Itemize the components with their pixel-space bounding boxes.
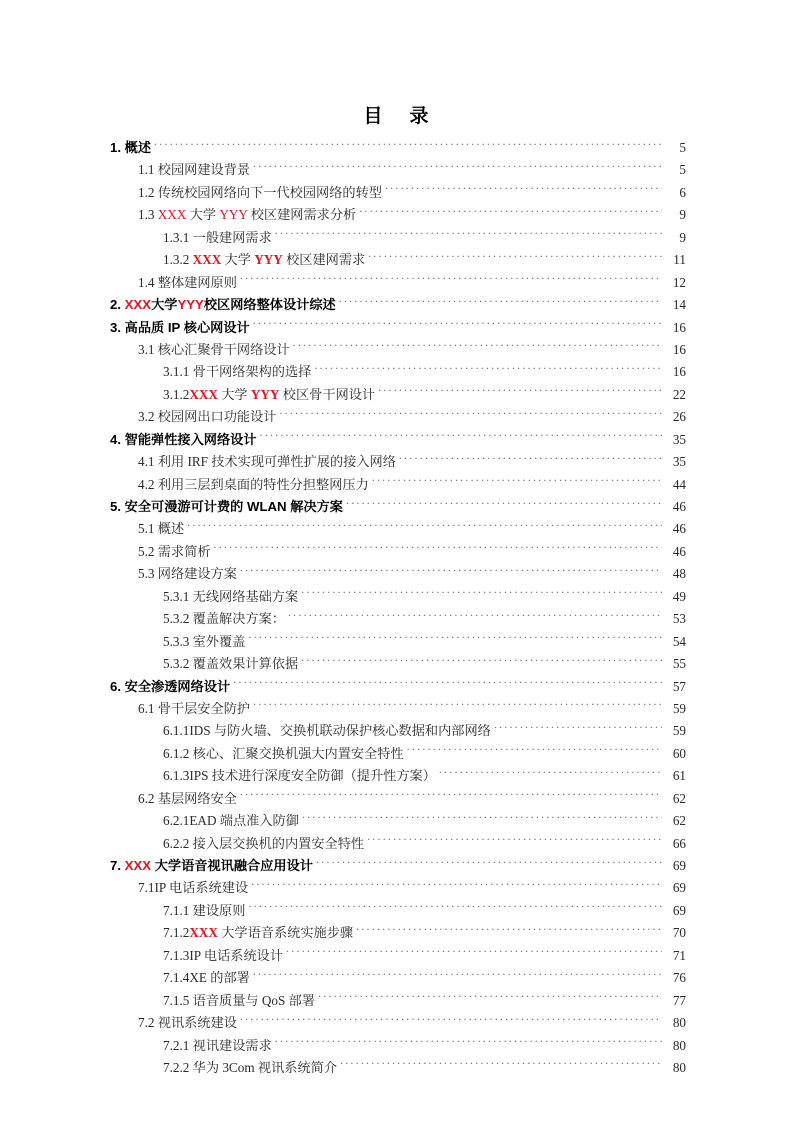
toc-entry-label	[110, 317, 253, 339]
toc-entry-number: 7.1.1	[163, 902, 190, 918]
toc-entry-number: 6.1.2	[163, 745, 190, 761]
toc-leader-dots	[316, 857, 662, 870]
toc-leader-dots	[494, 722, 662, 735]
toc-entry-number: 6.1.3	[163, 768, 190, 784]
toc-entry-text: 网络建设方案	[157, 566, 237, 582]
toc-entry[interactable]	[110, 429, 686, 451]
toc-entry-text: 校区网络整体设计综述	[203, 297, 336, 313]
toc-entry-label	[163, 586, 301, 608]
toc-entry[interactable]	[110, 182, 686, 204]
toc-page-number: 49	[672, 588, 686, 604]
toc-page-number: 59	[672, 700, 686, 716]
toc-leader-dots	[279, 408, 662, 421]
toc-entry-number: 7.1.2	[163, 925, 190, 941]
toc-entry-text: 骨干网络架构的选择	[192, 364, 312, 380]
toc-page-number: 69	[672, 902, 686, 918]
placeholder-token: XXX	[124, 297, 152, 313]
toc-entry-text: 基层网络安全	[157, 790, 237, 806]
toc-page-number: 35	[672, 431, 686, 447]
toc-entry[interactable]	[110, 720, 686, 742]
toc-entry-number: 7.2.1	[163, 1037, 190, 1053]
toc-leader-dots	[253, 700, 662, 713]
toc-entry[interactable]	[110, 743, 686, 765]
toc-page-number: 35	[672, 454, 686, 470]
toc-entry-label	[138, 474, 372, 496]
toc-entry-number: 6.1.1	[163, 723, 190, 739]
toc-entry-text: IP 电话系统设计	[189, 947, 284, 963]
toc-leader-dots	[314, 363, 662, 376]
toc-entry-label	[163, 945, 286, 967]
toc-entry-label	[163, 900, 248, 922]
toc-entry[interactable]	[110, 676, 686, 698]
toc-entry-text: 视讯系统建设	[157, 1015, 237, 1031]
toc-entry[interactable]	[110, 1035, 686, 1057]
toc-entry-text: 大学语音系统实施步骤	[217, 925, 354, 941]
toc-page-number: 69	[672, 880, 686, 896]
toc-leader-dots	[248, 632, 662, 645]
toc-entry[interactable]	[110, 294, 686, 316]
toc-entry-text: 校区建网需求分析	[247, 207, 357, 223]
toc-entry[interactable]	[110, 563, 686, 585]
toc-leader-dots	[439, 767, 662, 780]
toc-entry-label	[163, 1035, 275, 1057]
toc-leader-dots	[286, 947, 662, 960]
placeholder-token: XXX	[157, 207, 187, 223]
toc-leader-dots	[233, 677, 662, 690]
toc-page-number: 6	[679, 184, 686, 200]
toc-leader-dots	[359, 206, 662, 219]
toc-page-number: 62	[672, 790, 686, 806]
toc-page-number: 57	[672, 678, 686, 694]
toc-page-number: 69	[672, 858, 686, 873]
toc-page-number: 62	[672, 813, 686, 829]
toc-entry-label	[163, 631, 248, 653]
toc-entry-label	[138, 406, 279, 428]
toc-entry-number: 7.2	[138, 1015, 155, 1031]
toc-entry-text: 大学	[186, 207, 220, 223]
toc-entry-text: 接入层交换机的内置安全特性	[192, 835, 365, 851]
toc-entry-text: 大学	[221, 252, 255, 268]
toc-entry-number: 7.1	[138, 880, 155, 896]
toc-entry-number: 7.1.4	[163, 970, 190, 986]
toc-entry-text: 校园网建设背景	[157, 162, 251, 178]
toc-leader-dots	[399, 453, 662, 466]
toc-leader-dots	[187, 520, 662, 533]
toc-entry-label	[110, 855, 316, 877]
toc-page-number: 5	[679, 162, 686, 178]
toc-leader-dots	[340, 1059, 662, 1072]
toc-entry[interactable]	[110, 137, 686, 159]
toc-entry-number: 1.2	[138, 184, 155, 200]
toc-entry-number: 3.	[110, 319, 121, 335]
toc-entry-number: 5.3.3	[163, 633, 190, 649]
toc-entry[interactable]	[110, 877, 686, 899]
toc-entry-number: 4.	[110, 431, 121, 447]
toc-entry[interactable]	[110, 833, 686, 855]
toc-entry[interactable]	[110, 855, 686, 877]
toc-title-char-2: 录	[409, 106, 430, 127]
toc-entry-text: 安全可漫游可计费的 WLAN 解决方案	[124, 499, 343, 514]
placeholder-token: XXX	[124, 858, 152, 873]
toc-leader-dots	[346, 498, 662, 511]
toc-entry-text: 覆盖效果计算依据	[192, 656, 299, 672]
toc-entry[interactable]	[110, 474, 686, 496]
toc-page-number: 46	[672, 499, 686, 514]
toc-leader-dots	[385, 184, 662, 197]
toc-entry-text: 骨干层安全防护	[157, 700, 251, 716]
toc-leader-dots	[240, 273, 662, 286]
toc-page-number: 16	[672, 319, 686, 335]
toc-entry-label	[138, 204, 359, 226]
toc-entry-number: 7.1.5	[163, 992, 190, 1008]
toc-entry-number: 5.3	[138, 566, 155, 582]
toc-entry[interactable]	[110, 451, 686, 473]
toc-entry-text: 高品质 IP 核心网设计	[124, 319, 250, 335]
toc-leader-dots	[368, 251, 662, 264]
toc-entry-number: 5.3.1	[163, 588, 190, 604]
toc-page-number: 48	[672, 566, 686, 582]
toc-entry[interactable]	[110, 945, 686, 967]
toc-entry-number: 5.3.2	[163, 611, 190, 627]
toc-entry-text: 语音质量与 QoS 部署	[192, 992, 316, 1008]
toc-entry-label	[138, 339, 293, 361]
toc-entry-label	[110, 137, 154, 159]
toc-leader-dots	[301, 588, 662, 601]
toc-entry-number: 6.1	[138, 700, 155, 716]
toc-leader-dots	[318, 991, 662, 1004]
toc-leader-dots	[253, 318, 662, 331]
toc-entry-text: 智能弹性接入网络设计	[124, 431, 257, 447]
toc-entry[interactable]	[110, 788, 686, 810]
toc-entry-text: 室外覆盖	[192, 633, 246, 649]
toc-leader-dots	[214, 543, 662, 556]
toc-leader-dots	[251, 879, 662, 892]
toc-entry[interactable]	[110, 990, 686, 1012]
toc-entry-number: 3.1.2	[163, 386, 190, 402]
toc-entry-label	[138, 877, 251, 899]
toc-entry-label	[163, 833, 367, 855]
toc-entry-number: 5.	[110, 499, 121, 514]
toc-page-number: 53	[672, 611, 686, 627]
toc-page-number: 12	[672, 274, 686, 290]
toc-entry-number: 1.	[110, 140, 121, 155]
toc-entry-label	[163, 384, 378, 406]
toc-entry-label	[138, 182, 385, 204]
toc-entry[interactable]	[110, 406, 686, 428]
toc-page-number: 55	[672, 656, 686, 672]
toc-leader-dots	[240, 1014, 662, 1027]
toc-entry-label	[138, 788, 240, 810]
toc-page-number: 22	[672, 386, 686, 402]
placeholder-token: XXX	[192, 252, 222, 268]
toc-page-number: 54	[672, 633, 686, 649]
toc-page-number: 46	[672, 521, 686, 537]
toc-leader-dots	[372, 475, 662, 488]
toc-entry-text: 大学语音视讯融合应用设计	[151, 858, 313, 873]
toc-entry[interactable]	[110, 586, 686, 608]
toc-entry-label	[110, 294, 339, 316]
toc-entry-label	[138, 1012, 240, 1034]
toc-page-number: 77	[672, 992, 686, 1008]
toc-leader-dots	[367, 834, 662, 847]
toc-entry-text: 华为 3Com 视讯系统简介	[192, 1059, 338, 1075]
toc-entry-text: 利用 IRF 技术实现可弹性扩展的接入网络	[157, 454, 396, 470]
toc-leader-dots	[301, 655, 662, 668]
toc-entry-text: 核心汇聚骨干网络设计	[157, 341, 290, 357]
toc-entry-label	[110, 496, 346, 518]
toc-entry[interactable]	[110, 317, 686, 339]
toc-entry-label	[110, 676, 233, 698]
toc-entry-label	[163, 653, 301, 675]
toc-entry[interactable]	[110, 249, 686, 271]
toc-page-number: 70	[672, 925, 686, 941]
toc-entry-text: 建设原则	[192, 902, 246, 918]
toc-page-number: 44	[672, 476, 686, 492]
toc-entry[interactable]	[110, 631, 686, 653]
toc-entry[interactable]	[110, 272, 686, 294]
toc-page-number: 80	[672, 1037, 686, 1053]
placeholder-token: YYY	[219, 207, 248, 223]
toc-entry[interactable]	[110, 810, 686, 832]
toc-leader-dots	[154, 139, 662, 152]
toc-entry-text: 大学	[151, 297, 178, 313]
toc-entry-text: EAD 端点准入防御	[189, 813, 299, 829]
toc-entry-text: XE 的部署	[189, 970, 250, 986]
toc-page-number: 9	[679, 207, 686, 223]
placeholder-token: YYY	[177, 297, 204, 313]
toc-entry-label	[163, 743, 407, 765]
toc-entry-number: 3.1	[138, 341, 155, 357]
toc-entry-text: IDS 与防火墙、交换机联动保护核心数据和内部网络	[189, 723, 491, 739]
toc-entry[interactable]	[110, 698, 686, 720]
toc-page-number: 5	[679, 140, 686, 155]
toc-entry-number: 6.	[110, 678, 121, 694]
toc-entry-label	[163, 990, 318, 1012]
toc-entry-label	[138, 518, 187, 540]
toc-page-number: 80	[672, 1015, 686, 1031]
toc-entry-text: 校区建网需求	[282, 252, 366, 268]
toc-entry-label	[163, 922, 356, 944]
toc-entry-number: 3.2	[138, 409, 155, 425]
toc-entry-number: 6.2.2	[163, 835, 190, 851]
toc-entry-label	[163, 765, 439, 787]
toc-entry[interactable]	[110, 518, 686, 540]
toc-leader-dots	[378, 386, 662, 399]
toc-page-number: 46	[672, 543, 686, 559]
toc-entry-number: 6.2	[138, 790, 155, 806]
toc-leader-dots	[275, 1036, 662, 1049]
toc-entry-label	[163, 361, 314, 383]
toc-entry-label	[138, 159, 253, 181]
toc-leader-dots	[293, 341, 662, 354]
toc-entry[interactable]	[110, 967, 686, 989]
toc-entry-number: 2.	[110, 297, 121, 313]
toc-entry[interactable]	[110, 541, 686, 563]
toc-entry[interactable]	[110, 159, 686, 181]
toc-entry-label	[163, 608, 288, 630]
toc-entry-number: 1.3.2	[163, 252, 190, 268]
toc-entry-text: 概述	[157, 521, 185, 537]
toc-entry-number: 5.1	[138, 521, 155, 537]
toc-entry-label	[138, 541, 214, 563]
toc-entry-number: 5.3.2	[163, 656, 190, 672]
toc-entry-number: 1.3.1	[163, 229, 190, 245]
toc-entry-number: 7.	[110, 858, 121, 873]
toc-leader-dots	[302, 812, 662, 825]
toc-leader-dots	[275, 229, 662, 242]
toc-page-number: 80	[672, 1059, 686, 1075]
toc-page-number: 9	[679, 229, 686, 245]
placeholder-token: YYY	[254, 252, 283, 268]
toc-entry-label	[163, 720, 494, 742]
toc-entry-text: 安全渗透网络设计	[124, 678, 231, 694]
toc-entry[interactable]	[110, 653, 686, 675]
toc-entry-label	[110, 429, 260, 451]
toc-entry-text: 校区骨干网设计	[279, 386, 376, 402]
toc-entry[interactable]	[110, 204, 686, 226]
toc-page-number: 16	[672, 341, 686, 357]
toc-page-number: 14	[672, 297, 686, 313]
toc-entry-text: 核心、汇聚交换机强大内置安全特性	[192, 745, 404, 761]
toc-entry-number: 4.2	[138, 476, 155, 492]
toc-page-number: 11	[673, 252, 686, 268]
toc-page-number: 66	[672, 835, 686, 851]
placeholder-token: XXX	[189, 386, 218, 402]
toc-entry-number: 5.2	[138, 543, 155, 559]
toc-leader-dots	[260, 431, 662, 444]
toc-leader-dots	[240, 790, 662, 803]
toc-page-number: 60	[672, 745, 686, 761]
toc-entry[interactable]	[110, 765, 686, 787]
toc-entry-number: 7.1.3	[163, 947, 190, 963]
toc-entry-label	[138, 563, 240, 585]
toc-title-char-1: 目	[363, 106, 384, 127]
toc-entry-text: 概述	[124, 140, 152, 155]
toc-leader-dots	[248, 902, 662, 915]
toc-entry-number: 7.2.2	[163, 1059, 190, 1075]
toc-entry-label	[138, 451, 399, 473]
toc-leader-dots	[288, 610, 662, 623]
placeholder-token: YYY	[250, 386, 280, 402]
placeholder-token: XXX	[189, 925, 218, 941]
toc-entry-text: 无线网络基础方案	[192, 588, 299, 604]
toc-leader-dots	[407, 745, 662, 758]
toc-entry-text: 利用三层到桌面的特性分担整网压力	[157, 476, 369, 492]
toc-entry-label	[163, 249, 368, 271]
toc-entry-text: 需求简析	[157, 543, 211, 559]
toc-entry-label	[138, 272, 240, 294]
toc-entry-text: 覆盖解决方案：	[192, 611, 285, 627]
toc-entry-text: IP 电话系统建设	[154, 880, 249, 896]
toc-entry[interactable]	[110, 922, 686, 944]
toc-entry-number: 3.1.1	[163, 364, 190, 380]
toc-entry-text: 校园网出口功能设计	[157, 409, 277, 425]
toc-entry-number: 1.4	[138, 274, 155, 290]
toc-entry[interactable]	[110, 339, 686, 361]
toc-entry-text: 一般建网需求	[192, 229, 272, 245]
toc-entry-label	[138, 698, 253, 720]
toc-entry-text: IPS 技术进行深度安全防御（提升性方案）	[189, 768, 436, 784]
toc-entry[interactable]	[110, 496, 686, 518]
toc-page-number: 16	[672, 364, 686, 380]
toc-entry-text: 传统校园网络向下一代校园网络的转型	[157, 184, 382, 200]
toc-entry[interactable]	[110, 361, 686, 383]
toc-leader-dots	[253, 161, 662, 174]
toc-entry-number: 6.2.1	[163, 813, 190, 829]
toc-leader-dots	[253, 969, 662, 982]
toc-page-number: 71	[672, 947, 686, 963]
toc-entry-number: 1.3	[138, 207, 155, 223]
table-of-contents	[110, 137, 686, 1079]
toc-leader-dots	[240, 565, 662, 578]
toc-entry[interactable]	[110, 384, 686, 406]
toc-entry-label	[163, 227, 275, 249]
toc-entry-label	[163, 1057, 340, 1079]
toc-entry[interactable]	[110, 1012, 686, 1034]
toc-page-number: 61	[672, 768, 686, 784]
toc-entry[interactable]	[110, 900, 686, 922]
toc-entry[interactable]	[110, 1057, 686, 1079]
toc-page-number: 26	[672, 409, 686, 425]
toc-page-number: 76	[672, 970, 686, 986]
toc-entry-number: 1.1	[138, 162, 155, 178]
toc-entry-text: 视讯建设需求	[192, 1037, 272, 1053]
toc-leader-dots	[356, 924, 662, 937]
toc-leader-dots	[339, 296, 662, 309]
toc-entry-number: 4.1	[138, 454, 155, 470]
toc-entry[interactable]	[110, 608, 686, 630]
toc-entry[interactable]	[110, 227, 686, 249]
toc-entry-text: 整体建网原则	[157, 274, 237, 290]
toc-entry-text: 大学	[217, 386, 251, 402]
toc-entry-label	[163, 810, 302, 832]
toc-page-number: 59	[672, 723, 686, 739]
toc-entry-label	[163, 967, 253, 989]
page-title	[0, 101, 793, 128]
